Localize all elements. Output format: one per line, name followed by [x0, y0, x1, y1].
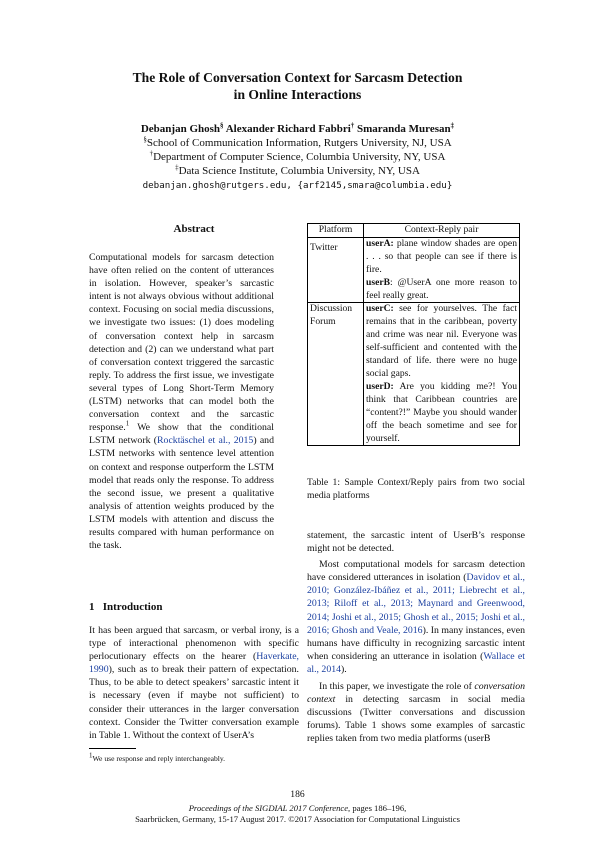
- page-number: 186: [290, 789, 305, 800]
- author-list: [0, 123, 595, 136]
- abstract-text: Computational models for sarcasm detection have often relied on the content of utterances in isolation. However, speaker’s sarcastic intent is not always obvious without additional context. Focusing on social media discussions, we investigate two issues: (1) does modeling of conversation context help in sarcasm detection and (2) can we understand what part of conversation context triggered the sarcastic reply. To address the first issue, we investigate several types of Long Short-Term Memory (LSTM) networks that can model both the conversation context and the sarcastic response.: [89, 252, 274, 434]
- author-name: Alexander Richard Fabbri: [225, 123, 351, 135]
- body-text: It has been argued that sarcasm, or verbal irony, is a type of interactional phenomenon with specific perlocutionary effects on the hearer (: [89, 625, 299, 663]
- body-text: ). In many instances, even humans have difficulty in recognizing sarcastic intent when considering an utterance in isolation (: [307, 624, 525, 662]
- author-name: Smaranda Muresan: [357, 123, 451, 135]
- platform-cell: Discussion Forum: [308, 303, 364, 446]
- abstract-text: We show that the conditional LSTM network (: [89, 422, 274, 447]
- citation-link[interactable]: Rocktäschel et al., 2015: [157, 435, 254, 447]
- table-1: [307, 223, 520, 446]
- emphasis-text: conversation context: [307, 681, 525, 706]
- abstract-body: [89, 251, 274, 552]
- abstract-text: ) and LSTM networks with sentence level attention on context and response outperform the LSTM model that reads only the response. To address the second issue, we present a qualitative analysis of attention weights produced by the LSTM models with attention and discuss the results compared with human performance on the task.: [89, 435, 274, 552]
- affiliation-mark: §: [143, 135, 147, 144]
- proceedings-title: Proceedings of the SIGDIAL 2017 Conference: [188, 803, 349, 813]
- section-number: 1: [89, 601, 95, 613]
- table-caption: Table 1: Sample Context/Reply pairs from two social media platforms: [307, 477, 525, 501]
- body-text: Most computational models for sarcasm detection have considered utterances in isolation (: [307, 559, 525, 584]
- venue-line: Saarbrücken, Germany, 15-17 August 2017. ©2017 Association for Computational Linguistics: [135, 814, 460, 824]
- table-header-row: [308, 224, 520, 238]
- user-label: userA:: [366, 237, 394, 249]
- footnote-mark: 1: [89, 751, 93, 760]
- right-column-text: [307, 529, 525, 746]
- user-label: userD:: [366, 380, 394, 392]
- author-name: Debanjan Ghosh: [140, 123, 221, 135]
- body-text: ).: [341, 663, 347, 675]
- paragraph: [307, 680, 525, 745]
- utterance-text: : @UserA one more reason to feel really great.: [366, 276, 517, 301]
- author-emails: debanjan.ghosh@rutgers.edu, {arf2145,smara@columbia.edu}: [142, 180, 453, 191]
- utterance-text: see for yourselves. The fact remains that in the caribbean, poverty and crime was near nil. Everyone was self-sufficient and contented with the standard of life. there were no huge social gaps.: [366, 303, 517, 379]
- affiliation-text: Data Science Institute, Columbia University, NY, USA: [178, 165, 420, 177]
- affiliation-mark: ‡: [175, 163, 179, 172]
- table-row: [308, 303, 520, 446]
- title-line-1: The Role of Conversation Context for Sarcasm Detection: [132, 70, 463, 85]
- affiliation: [0, 165, 595, 178]
- proceedings-line: [0, 803, 595, 814]
- paragraph: [307, 558, 525, 676]
- title-line-2: in Online Interactions: [233, 87, 362, 102]
- column-header: Platform: [308, 224, 364, 238]
- abstract-heading: Abstract: [173, 223, 215, 235]
- paragraph: statement, the sarcastic intent of UserB’s response might not be detected.: [307, 530, 525, 555]
- section-title: Introduction: [102, 601, 163, 613]
- table-row: [308, 237, 520, 303]
- affiliation: [0, 151, 595, 164]
- body-text: ), such as to break their pattern of expectation. Thus, to be able to detect speakers’ sarcastic intent it is necessary (even if maybe not sufficient) to consider their utterances in the larger conversation context. Consider the Twitter conversation example in Table 1. Without the context of UserA’s: [89, 664, 299, 741]
- section-heading: [89, 601, 162, 613]
- citation-link[interactable]: Davidov et al., 2010; González-Ibáñez et al., 2011; Liebrecht et al., 2013; Riloff et al., 2013; Maynard and Greenwood, 2014; Joshi et al., 2015; Ghosh et al., 2015; Joshi et al., 2016; Ghosh and Veale, 2016: [307, 572, 525, 636]
- author-mark: §: [220, 121, 224, 130]
- citation-link[interactable]: Wallace et al., 2014: [307, 650, 525, 675]
- context-reply-table: [307, 223, 520, 446]
- proceedings-pages: , pages 186–196,: [348, 803, 407, 813]
- intro-paragraph: [89, 624, 299, 742]
- footnote: [89, 751, 299, 764]
- utterance-text: Are you kidding me?! You think that Caribbean countries are “content?!” Maybe you should wander off the beach sometime and see for yourself.: [366, 380, 517, 444]
- user-label: userB: [366, 276, 390, 288]
- author-mark: †: [350, 121, 355, 130]
- footnote-ref: 1: [125, 419, 130, 428]
- affiliation: [0, 137, 595, 150]
- affiliation-mark: †: [149, 149, 154, 158]
- column-header: Context-Reply pair: [364, 224, 520, 238]
- affiliation-text: School of Communication Information, Rutgers University, NJ, USA: [146, 137, 452, 149]
- body-text: In this paper, we investigate the role of: [319, 681, 475, 693]
- author-mark: ‡: [450, 121, 455, 130]
- utterance-text: plane window shades are open . . . so that people can see if there is fire.: [366, 237, 517, 275]
- reply-cell: [364, 303, 520, 446]
- user-label: userC:: [366, 303, 394, 315]
- citation-link[interactable]: Haverkate, 1990: [89, 651, 299, 676]
- affiliation-text: Department of Computer Science, Columbia University, NY, USA: [153, 151, 446, 163]
- platform-cell: Twitter: [308, 237, 364, 303]
- footnote-text: We use response and reply interchangeably.: [92, 754, 226, 763]
- reply-cell: [364, 237, 520, 303]
- paper-title: [0, 69, 595, 103]
- footnote-rule: [89, 748, 136, 749]
- body-text: in detecting sarcasm in social media discussions (Twitter conversations and discussion forums). Table 1 shows some examples of sarcastic replies taken from two media platforms (userB: [307, 694, 525, 745]
